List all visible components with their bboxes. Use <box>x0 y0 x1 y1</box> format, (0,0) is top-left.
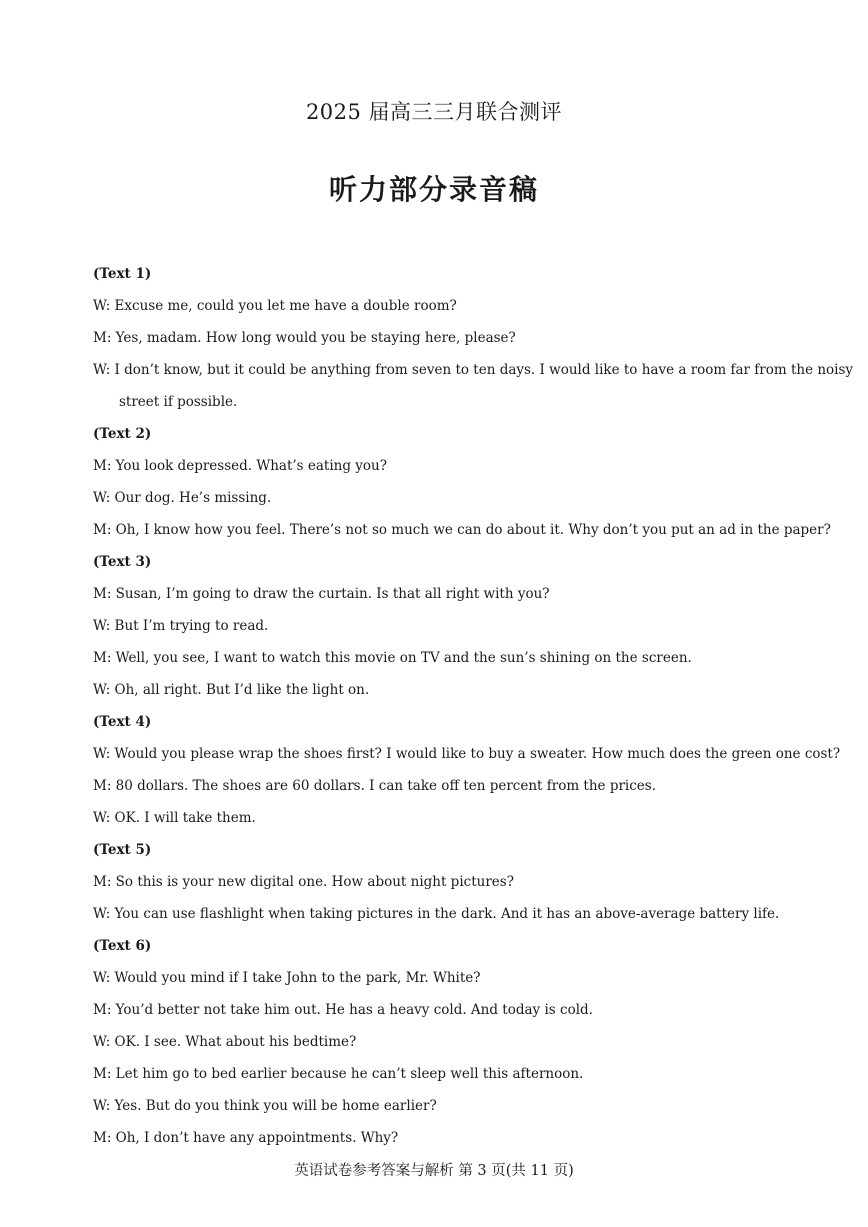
transcript-line: M: You look depressed. What’s eating you? <box>93 458 387 474</box>
transcript-line: M: Let him go to bed earlier because he can’t sleep well this afternoon. <box>93 1066 584 1082</box>
transcript-line: M: So this is your new digital one. How about night pictures? <box>93 874 514 890</box>
transcript-line: W: You can use flashlight when taking pictures in the dark. And it has an above-average battery life. <box>93 906 780 922</box>
transcript-line: street if possible. <box>119 394 238 410</box>
document-title: 听力部分录音稿 <box>328 173 539 206</box>
transcript-line: W: I don’t know, but it could be anything from seven to ten days. I would like to have a room far from the noisy <box>93 362 854 378</box>
text-heading: (Text 2) <box>93 426 152 442</box>
transcript-line: M: Oh, I don’t have any appointments. Why? <box>93 1130 399 1146</box>
transcript-line: W: Oh, all right. But I’d like the light on. <box>93 682 370 698</box>
transcript-line: M: 80 dollars. The shoes are 60 dollars. I can take off ten percent from the prices. <box>93 778 657 794</box>
transcript-line: M: Yes, madam. How long would you be staying here, please? <box>93 330 516 346</box>
transcript-line: W: OK. I will take them. <box>93 810 256 826</box>
transcript-line: M: Well, you see, I want to watch this movie on TV and the sun’s shining on the screen. <box>93 650 692 666</box>
transcript-line: M: You’d better not take him out. He has a heavy cold. And today is cold. <box>93 1002 593 1018</box>
transcript-line: W: Our dog. He’s missing. <box>93 490 272 506</box>
text-heading: (Text 1) <box>93 266 152 282</box>
text-heading: (Text 4) <box>93 714 152 730</box>
exam-title: 2025 届高三三月联合测评 <box>305 100 563 124</box>
transcript-line: W: OK. I see. What about his bedtime? <box>93 1034 357 1050</box>
transcript-line: M: Oh, I know how you feel. There’s not so much we can do about it. Why don’t you put an ad in the paper? <box>93 522 831 538</box>
page-footer: 英语试卷参考答案与解析 第 3 页(共 11 页) <box>294 1163 574 1179</box>
transcript-line: M: Susan, I’m going to draw the curtain. Is that all right with you? <box>93 586 550 602</box>
transcript-line: W: But I’m trying to read. <box>93 618 269 634</box>
text-heading: (Text 3) <box>93 554 152 570</box>
transcript <box>93 263 854 1159</box>
transcript-line: W: Would you mind if I take John to the park, Mr. White? <box>93 970 481 986</box>
transcript-line: W: Yes. But do you think you will be home earlier? <box>93 1098 437 1114</box>
transcript-line: W: Would you please wrap the shoes first? I would like to buy a sweater. How much does the green one cost? <box>93 746 841 762</box>
text-heading: (Text 5) <box>93 842 152 858</box>
text-heading: (Text 6) <box>93 938 152 954</box>
transcript-line: W: Excuse me, could you let me have a double room? <box>93 298 457 314</box>
